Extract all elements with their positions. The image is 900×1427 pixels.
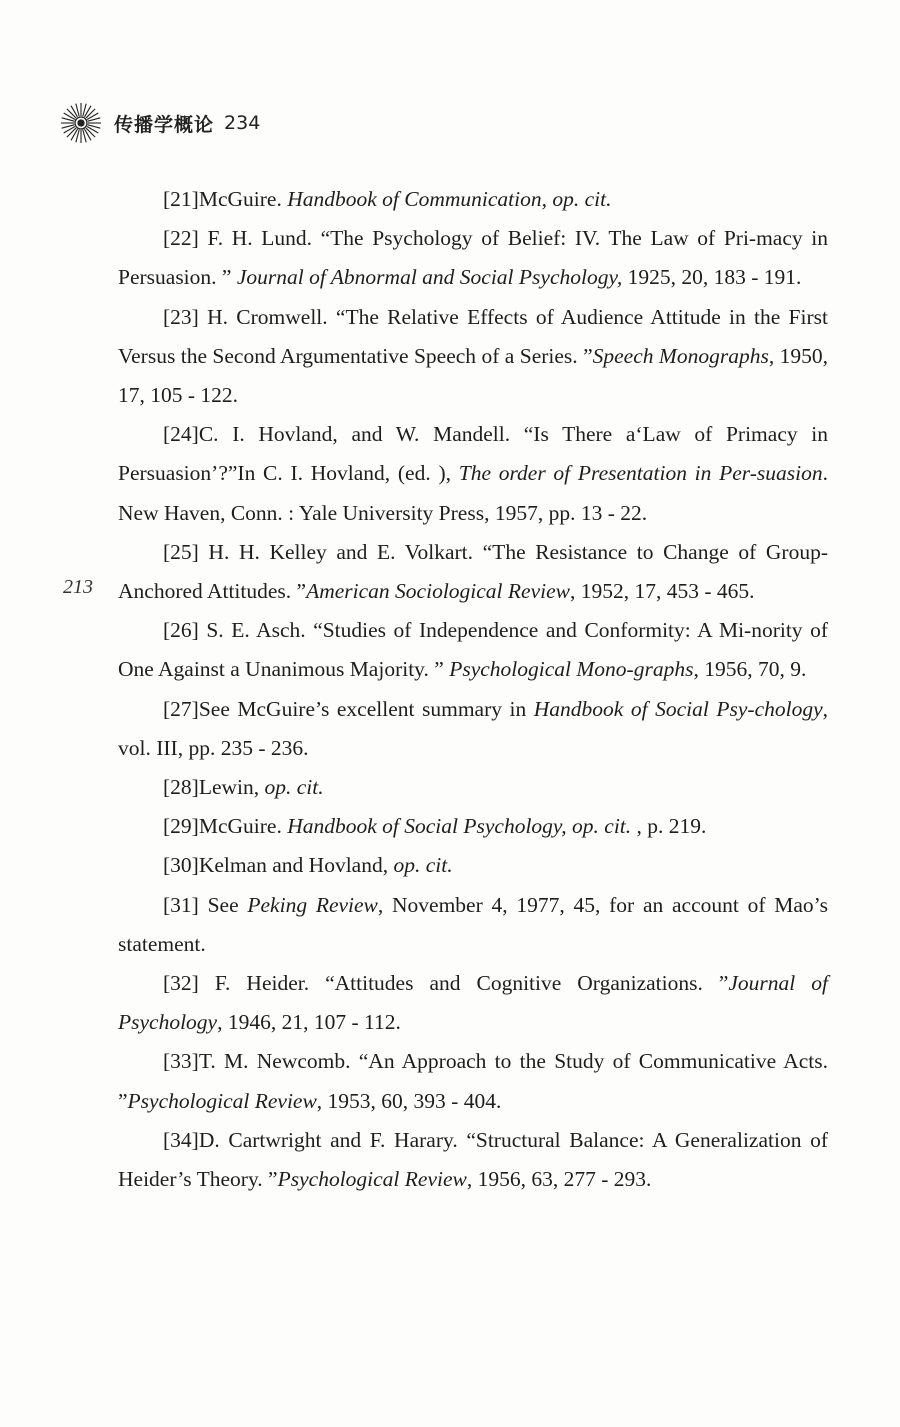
- reference-number: [33]: [163, 1049, 199, 1074]
- reference-text: , 1952, 17, 453 - 465.: [569, 579, 755, 604]
- margin-page-note: 213: [63, 576, 93, 598]
- reference-text: . New Haven, Conn. : Yale University Press, 1957, pp. 13 - 22.: [118, 461, 828, 525]
- reference-number: [24]: [163, 422, 199, 447]
- reference-number: [26]: [163, 618, 199, 643]
- reference-text: , 1956, 63, 277 - 293.: [466, 1167, 652, 1192]
- reference-text: , p. 219.: [631, 814, 707, 839]
- reference-text: McGuire.: [198, 187, 288, 211]
- reference-title-italic: Handbook of Social Psy-chology: [533, 696, 823, 721]
- reference-number: [28]: [163, 775, 199, 800]
- reference-number: [31]: [163, 892, 199, 917]
- reference-number: [32]: [163, 971, 199, 996]
- reference-text: T. M. Newcomb. “An Approach to the Study of Communicative Acts. ”: [118, 1049, 828, 1113]
- reference-entry: [118, 415, 828, 533]
- reference-text: See McGuire’s excellent summary in: [198, 696, 534, 721]
- running-header: [58, 100, 260, 146]
- reference-entry: [118, 846, 828, 885]
- reference-title-italic: Psychological Review: [127, 1088, 317, 1113]
- reference-entry: [118, 1121, 828, 1199]
- reference-title-italic: American Sociological Review: [306, 579, 570, 604]
- chrysanthemum-ornament-icon: [58, 100, 104, 146]
- reference-text: See: [198, 892, 248, 917]
- reference-entry: [118, 219, 828, 297]
- reference-entry: [118, 807, 828, 846]
- reference-entry: [118, 1042, 828, 1120]
- reference-title-italic: The order of Presentation in Per-suasion: [458, 461, 823, 486]
- reference-entry: [118, 533, 828, 611]
- reference-number: [29]: [163, 814, 199, 839]
- reference-title-italic: Handbook of Social Psychology, op. cit.: [287, 814, 632, 839]
- reference-number: [23]: [163, 304, 199, 329]
- reference-entry: [118, 768, 828, 807]
- reference-text: , 1946, 21, 107 - 112.: [217, 1010, 401, 1035]
- reference-text: , vol. III, pp. 235 - 236.: [118, 696, 828, 760]
- reference-number: [30]: [163, 853, 199, 878]
- reference-title-italic: Speech Monographs: [592, 343, 769, 368]
- reference-text: H. H. Kelley and E. Volkart. “The Resistance to Change of Group-Anchored Attitudes. ”: [118, 539, 828, 604]
- reference-text: 1925, 20, 183 - 191.: [622, 265, 802, 290]
- reference-list: [118, 180, 828, 1199]
- reference-entry: [118, 690, 828, 768]
- reference-text: F. Heider. “Attitudes and Cognitive Organizations. ”: [198, 971, 729, 996]
- reference-text: C. I. Hovland, and W. Mandell. “Is There a‘Law of Primacy in Persuasion’?”In C. I. Hovland, (ed. ),: [118, 422, 828, 486]
- reference-entry: [118, 298, 828, 416]
- reference-text: S. E. Asch. “Studies of Independence and Conformity: A Mi-nority of One Against a Unanimous Majority. ”: [118, 618, 828, 682]
- reference-text: Lewin,: [198, 775, 265, 800]
- reference-entry: [118, 180, 828, 219]
- page-number: 234: [224, 112, 261, 134]
- reference-title-italic: op. cit.: [264, 775, 324, 800]
- book-title: 传播学概论: [114, 113, 215, 136]
- reference-title-italic: Psychological Mono-graphs: [449, 657, 694, 682]
- reference-text: F. H. Lund. “The Psychology of Belief: IV. The Law of Pri-macy in Persuasion. ”: [118, 226, 828, 290]
- reference-number: [22]: [163, 226, 199, 251]
- reference-title-italic: Handbook of Communication, op. cit.: [287, 187, 612, 211]
- reference-text: D. Cartwright and F. Harary. “Structural Balance: A Generalization of Heider’s Theory. ”: [118, 1127, 828, 1192]
- reference-text: , 1956, 70, 9.: [693, 657, 807, 682]
- reference-text: H. Cromwell. “The Relative Effects of Audience Attitude in the First Versus the Second Argumentative Speech of a Series. ”: [118, 304, 828, 368]
- reference-entry: [118, 886, 828, 964]
- reference-text: , November 4, 1977, 45, for an account of Mao’s statement.: [118, 892, 828, 956]
- reference-entry: [118, 964, 828, 1042]
- reference-number: [34]: [163, 1127, 199, 1152]
- reference-text: McGuire.: [198, 814, 288, 839]
- reference-title-italic: Psychological Review: [277, 1167, 467, 1192]
- reference-title-italic: op. cit.: [393, 853, 453, 878]
- reference-text: , 1950, 17, 105 - 122.: [118, 343, 828, 408]
- reference-number: [21]: [163, 187, 199, 211]
- reference-title-italic: Peking Review: [247, 892, 378, 917]
- reference-entry: [118, 611, 828, 689]
- reference-number: [27]: [163, 696, 199, 721]
- reference-number: [25]: [163, 539, 199, 564]
- reference-title-italic: Journal of Abnormal and Social Psychology,: [236, 265, 623, 290]
- reference-text: Kelman and Hovland,: [198, 853, 394, 878]
- reference-text: , 1953, 60, 393 - 404.: [316, 1088, 502, 1113]
- reference-title-italic: Journal of Psychology: [118, 971, 828, 1035]
